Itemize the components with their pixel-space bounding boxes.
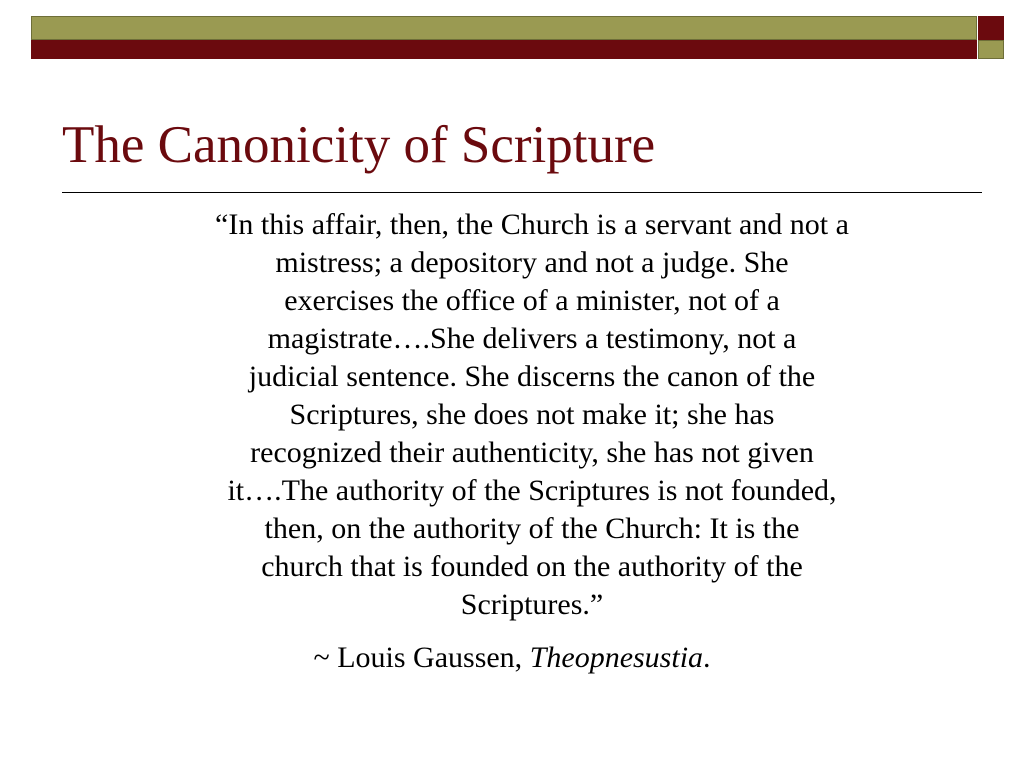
header-corner-square-olive xyxy=(978,40,1004,59)
quote-line: Scriptures.” xyxy=(460,588,604,621)
quote-line: exercises the office of a minister, not of a xyxy=(284,284,780,317)
quote-line: it….The authority of the Scriptures is not founded, xyxy=(227,474,837,507)
attribution-work-title: Theopnesustia xyxy=(529,641,704,674)
quote-line: “In this affair, then, the Church is a servant and not a xyxy=(215,208,849,241)
attribution-author: ~ Louis Gaussen, xyxy=(313,641,530,674)
title-divider xyxy=(62,192,982,193)
header-band-olive xyxy=(31,16,977,40)
quote-line: mistress; a depository and not a judge. She xyxy=(275,246,789,279)
quote-line: then, on the authority of the Church: It is the xyxy=(264,512,800,545)
attribution-suffix: . xyxy=(703,641,711,674)
quote-line: judicial sentence. She discerns the canon of the xyxy=(248,360,816,393)
quote-line: magistrate….She delivers a testimony, not a xyxy=(267,322,797,355)
quote-line: church that is founded on the authority of the xyxy=(261,550,803,583)
quote-line: recognized their authenticity, she has not given xyxy=(250,436,814,469)
header-corner-square-maroon xyxy=(978,16,1004,40)
quote-attribution xyxy=(0,639,1024,677)
quote-block xyxy=(82,206,982,624)
slide-title: The Canonicity of Scripture xyxy=(62,116,656,174)
quote-line: Scriptures, she does not make it; she has xyxy=(289,398,775,431)
header-band-maroon xyxy=(31,40,977,59)
